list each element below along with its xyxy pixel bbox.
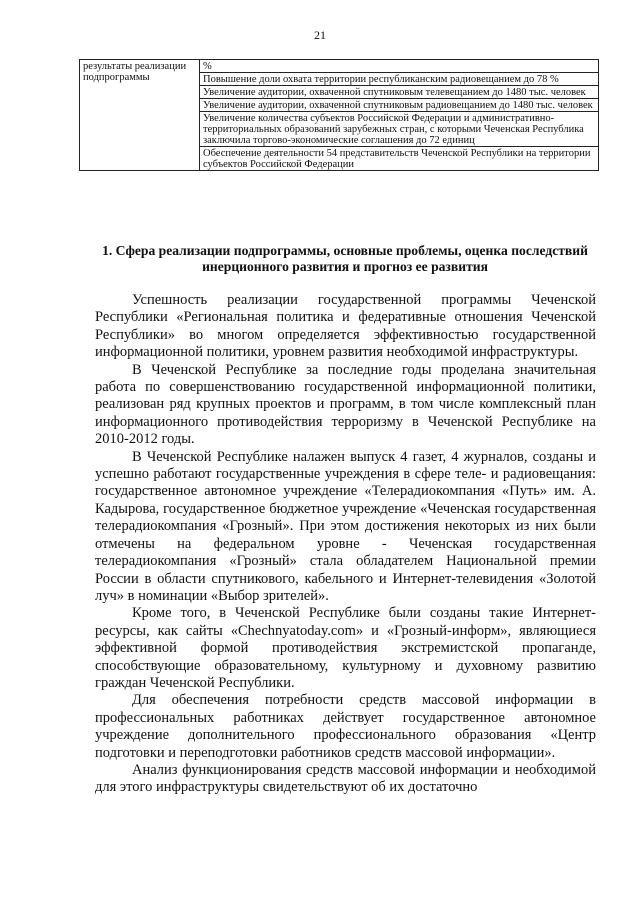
- table-cell: Увеличение аудитории, охваченной спутниковым радиовещанием до 1480 тыс. человек: [200, 99, 599, 112]
- paragraph: Успешность реализации государственной программы Чеченской Республики «Региональная политика и федеративные отношения Чеченской Республики» во многом определяется эффективностью государственной информационной политики, уровнем развития необходимой инфраструктуры.: [95, 292, 596, 361]
- results-table: [79, 59, 599, 171]
- table-cell: Увеличение аудитории, охваченной спутниковым телевещанием до 1480 тыс. человек: [200, 86, 599, 99]
- table-cell: Повышение доли охвата территории республиканским радиовещанием до 78 %: [200, 73, 599, 86]
- table-cell: %: [200, 60, 599, 73]
- paragraph: В Чеченской Республике налажен выпуск 4 газет, 4 журналов, созданы и успешно работают государственные учреждения в сфере теле- и радиовещания: государственное автономное учреждение «Телерадиокомпания «Путь» им. А. Кадырова, государственное бюджетное учреждение «Чеченская государственная телерадиокомпания «Грозный». При этом достижения некоторых из них были отмечены на федеральном уровне - Чеченская государственная телерадиокомпания «Грозный» стала обладателем Национальной премии России в области спутникового, кабельного и Интернет-телевидения «Золотой луч» в номинации «Выбор зрителей».: [95, 448, 596, 604]
- table-row: [80, 60, 599, 73]
- paragraph: Анализ функционирования средств массовой информации и необходимой для этого инфраструктуры свидетельствуют об их достаточно: [95, 761, 596, 796]
- paragraph: Для обеспечения потребности средств массовой информации в профессиональных работниках действует государственное автономное учреждение дополнительного профессионального образования «Центр подготовки и переподготовки работников средств массовой информации».: [95, 692, 596, 761]
- section-heading: 1. Сфера реализации подпрограммы, основные проблемы, оценка последствий инерционного развития и прогноз ее развития: [102, 243, 588, 274]
- body-text: [95, 292, 596, 797]
- paragraph: В Чеченской Республике за последние годы проделана значительная работа по совершенствованию государственной информационной политики, реализован ряд крупных проектов и программ, в том числе комплексный план информационного противодействия терроризму в Чеченской Республике на 2010-2012 годы.: [95, 361, 596, 448]
- page-number: 21: [314, 28, 326, 42]
- table-cell: Обеспечение деятельности 54 представительств Чеченской Республики на территории субъектов Российской Федерации: [200, 147, 599, 171]
- paragraph: Кроме того, в Чеченской Республике были созданы такие Интернет-ресурсы, как сайты «Chechnyatoday.com» и «Грозный-информ», являющиеся эффективной формой противодействия экстремистской пропаганде, способствующие образовательному, культурному и духовному развитию граждан Чеченской Республики.: [95, 605, 596, 691]
- table-row-label: результаты реализации подпрограммы: [80, 60, 200, 171]
- table-cell: Увеличение количества субъектов Российской Федерации и административно-территориальных образований зарубежных стран, с которыми Чеченская Республика заключила торгово-экономические соглашения до 72 единиц: [200, 112, 599, 147]
